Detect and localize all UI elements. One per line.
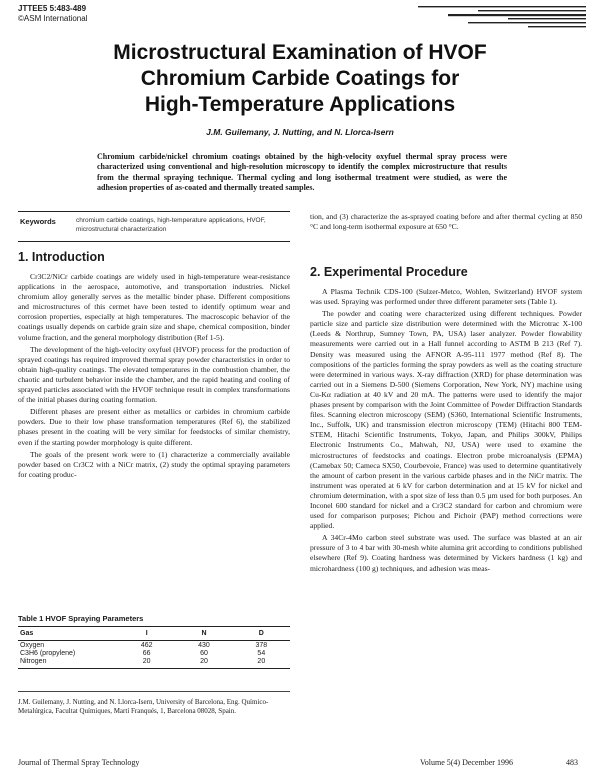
keywords-label: Keywords [20,217,56,226]
table-header-cell: D [233,627,290,641]
right-column-continuation [310,212,582,234]
section-heading-introduction: 1. Introduction [18,250,105,264]
intro-paragraph-4: The goals of the present work were to (1) characterize a commercially available powder based on Cr3C2 with a NiCr matrix, (2) study the optimal spraying parameters for coating produc- [18,449,290,479]
intro-continuation: tion, and (3) characterize the as-sprayed coating before and after thermal cycling at 850 °C and long-term isothermal exposure at 650 °C. [310,212,582,232]
author-list: J.M. Guilemany, J. Nutting, and N. Llorca-Isern [206,127,394,137]
abstract: Chromium carbide/nickel chromium coatings obtained by the high-velocity oxyfuel thermal spray process were characterized using conventional and high-resolution microscopy to identify the complex microstructure that results from the thermal spraying technique. Thermal cycling and long isothermal treatment were studied, as were the adhesion properties of as-coated and thermally treated samples. [97,152,507,193]
experimental-paragraph-3: A 34Cr-4Mo carbon steel substrate was used. The surface was blasted at an air pressure of 3 to 4 bar with 30-mesh white alumina grit according to conditions published elsewhere (Ref 9). Coating hardness was determined by Vickers hardness (1 kg) and microhardness (100 g) techniques, and adhesion was meas- [310,533,582,573]
table-cell: Nitrogen [18,657,118,668]
intro-paragraph-3: Different phases are present either as metallics or carbides in chromium carbide powders. Due to their low phase transformation temperatures (Ref 6), the stabilized phases present in the coating will be very similar for feedstocks of similar chemistry, even if the starting powder morphology is quite different. [18,407,290,447]
table-cell: 378 [255,641,268,649]
table-row [18,657,290,668]
left-column-text [18,272,290,482]
table-cell: 20 [175,657,232,668]
paper-title [40,40,560,118]
table-caption: Table 1 HVOF Spraying Parameters [18,614,144,623]
table-cell: 430 [198,641,210,649]
table-header-cell: Gas [18,627,118,641]
table-cell: C3H6 (propylene) [20,649,76,657]
publisher-line: ©ASM International [18,14,88,23]
title-line-1: Microstructural Examination of HVOF [113,41,487,64]
section-heading-experimental: 2. Experimental Procedure [310,265,468,279]
table-header-cell: I [118,627,175,641]
journal-reference: JTTEE5 5:483-489 [18,4,87,13]
title-line-3: High-Temperature Applications [144,93,456,116]
page-number: 483 [566,758,578,767]
table-cell: 20 [118,657,175,668]
table-row [18,649,290,657]
keywords-text: chromium carbide coatings, high-temperature applications, HVOF, microstructural characterization [76,217,266,233]
experimental-paragraph-1: A Plasma Technik CDS-100 (Sulzer-Metco, Wohlen, Switzerland) HVOF system was used. Spraying was performed under three different parameter sets (Table 1). [310,287,582,307]
table-row [18,641,290,650]
table-header-row [18,627,290,641]
table-cell: 54 [257,649,266,657]
table-cell: 60 [200,649,208,657]
intro-paragraph-1: Cr3C2/NiCr carbide coatings are widely used in high-temperature wear-resistance applications in the aerospace, automotive, and transportation industries. Nickel chromium alloy generally serves as the metallic binder phase. Different compositions and microstructures of this cermet have been tested to identify optimum wear and corrosion properties, especially at high temperatures. The macroscopic behavior of the coatings usually depends on carbide grain size and shape, chemical composition, binder volume fraction, and the general morphology distribution (Ref 1-5). [18,272,290,342]
footer-issue: Volume 5(4) December 1996 [420,758,513,767]
table-cell: Oxygen [20,641,45,649]
table-cell: 20 [233,657,290,668]
table-cell: 462 [140,641,153,649]
table-header-cell: N [175,627,232,641]
keywords-box [18,211,290,242]
table-cell: 66 [142,649,151,657]
right-column-text [310,287,582,576]
author-affiliation: J.M. Guilemany, J. Nutting, and N. Llorca-Isern, University of Barcelona, Eng. Químico-Metalúrgica, Facultat Químiques, Martí Franqués, 1, Barcelona 08028, Spain. [18,691,290,716]
title-line-2: Chromium Carbide Coatings for [140,67,460,90]
footer-journal-name: Journal of Thermal Spray Technology [18,758,140,767]
spraying-parameters-table [18,626,290,669]
intro-paragraph-2: The development of the high-velocity oxyfuel (HVOF) process for the production of sprayed coatings has required improved thermal spray powder characteristics in order to obtain high-quality coatings. The elevated temperatures in the combustion chamber, the chaotic and turbulent behavior inside the chamber, and the rapid heating and cooling of sprayed particles associated with the HVOF technique result in complex transformations of the initial phases during coating formation. [18,344,290,405]
experimental-paragraph-2: The powder and coating were characterized using different techniques. Powder particle size and particle size distribution were determined with the Microtrac X-100 (Leeds & Northrup, Sumney Town, PA, USA) laser analyzer. Powder flowability measurements were carried out in a Hall funnel according to ASTM B 213 (Ref 7). Density was measured using the AFNOR A-95-111 1977 method (Ref 8). The compositions of the particles forming the spray powders as well as the coating structure were determined in various ways. X-ray diffraction (XRD) for phase determination was carried out in a Siemens D-500 (Siemens Corporation, New York, NY) machine using Cu-Kα radiation at 40 kV and 20 mA. The patterns were used to identify the major phases present by comparison with the Joint Committee of Powder Diffraction Standards files. Scanning electron microscopy (SEM) (S360, International Scientific Instruments, Inc., Suffolk, UK) and transmission electron microscopy (TEM) (Hitachi 800 TEM-STEM, Hitachi Scientific Instruments, Tokyo, Japan, and Philips 300kV, Philips Electronic Instruments Co., Mahwah, NJ, USA) were used to examine the microstructures of feedstocks and coatings. Electron probe microanalysis (EPMA) (Camebax 50; Cameca SX50, Courbevoie, France) was used to determine quantitatively the amount of carbon present in the various carbide phases and in the NiCr matrix. The instrument was operated at 6 kV for carbon determination and at 15 kV for nickel and chromium determination, with a spot size of less than 0.5 µm used for both purposes. An Inconel 600 standard for nickel and a Cr3C2 standard for carbon and chromium were used for comparison purposes; Pichou and Pichoir (PAP) method corrections were applied. [310,309,582,531]
journal-logo-lines [418,4,586,30]
